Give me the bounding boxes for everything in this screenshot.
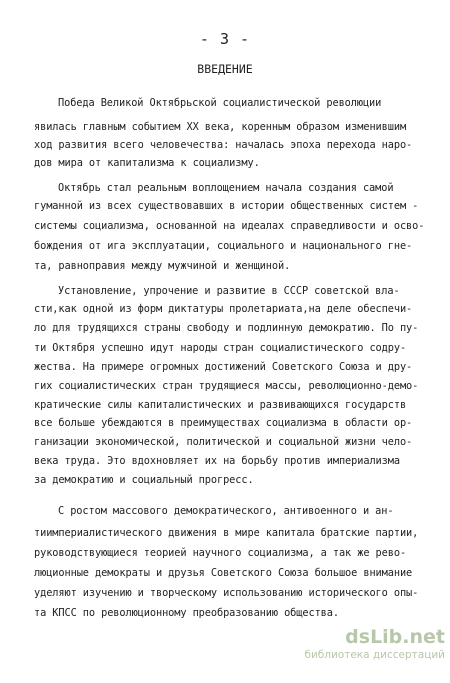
text-line: дов мира от капитализма к социализму. — [34, 157, 260, 169]
text-line: ход развития всего человечества: началась эпоха перехода наро- — [34, 139, 413, 151]
text-line: жества. На примере огромных достижений Советского Союза и дру- — [34, 361, 413, 373]
text-line: руководствующиеся теорией научного социализма, а так же рево- — [34, 547, 407, 559]
text-line: Победа Великой Октябрьской социалистической революции — [58, 97, 382, 109]
text-line: гуманной из всех существовавших в истории общественных систем - — [34, 200, 419, 212]
text-line: гих социалистических стран трудящиеся массы, революционно-демо- — [34, 380, 419, 392]
text-line: ганизации экономической, политической и социальной жизни чело- — [34, 436, 413, 448]
text-line: та, равноправия между мужчиной и женщиной. — [34, 260, 291, 272]
page-number: - 3 - — [199, 30, 251, 48]
text-line: века труда. Это вдохновляет их на борьбу против империализма — [34, 455, 400, 467]
text-line: та КПСС по революционному преобразованию общества. — [34, 607, 339, 619]
text-line: тиимпериалистического движения в мире капитала братские партии, — [34, 527, 419, 539]
text-line: явилась главным событием XX века, коренным образом изменившим — [34, 121, 407, 133]
text-line: уделяют изучению и творческому использованию исторического опы- — [34, 587, 419, 599]
text-line: все больше убеждаются в преимуществах социализма в области ор- — [34, 417, 413, 429]
text-line: люционные демократы и друзья Советского Союза большое внимание — [34, 567, 413, 579]
text-line: сти,как одной из форм диктатуры пролетариата,на деле обеспечи- — [34, 303, 413, 315]
text-line: системы социализма, основанной на идеалах справедливости и осво- — [34, 220, 425, 232]
text-line: ти Октября успешно идут народы стран социалистического содру- — [34, 342, 407, 354]
section-heading: ВВЕДЕНИЕ — [197, 62, 253, 76]
text-line: кратические силы капиталистических и развивающихся государств — [34, 399, 407, 411]
watermark-logo: dsLib.net — [345, 626, 445, 648]
text-line: бождения от ига эксплуатации, социального и национального гне- — [34, 240, 413, 252]
text-line: за демократию и социальный прогресс. — [34, 474, 254, 486]
text-line: С ростом массового демократического, антивоенного и ан- — [58, 505, 394, 517]
watermark-subtitle: библиотека диссертаций — [304, 649, 445, 661]
text-line: ло для трудящихся страны свободу и подлинную демократию. По пу- — [34, 322, 419, 334]
watermark — [275, 626, 445, 662]
text-line: Октябрь стал реальным воплощением начала создания самой — [58, 182, 394, 194]
text-line: Установление, упрочение и развитие в СССР советской вла- — [58, 285, 400, 297]
